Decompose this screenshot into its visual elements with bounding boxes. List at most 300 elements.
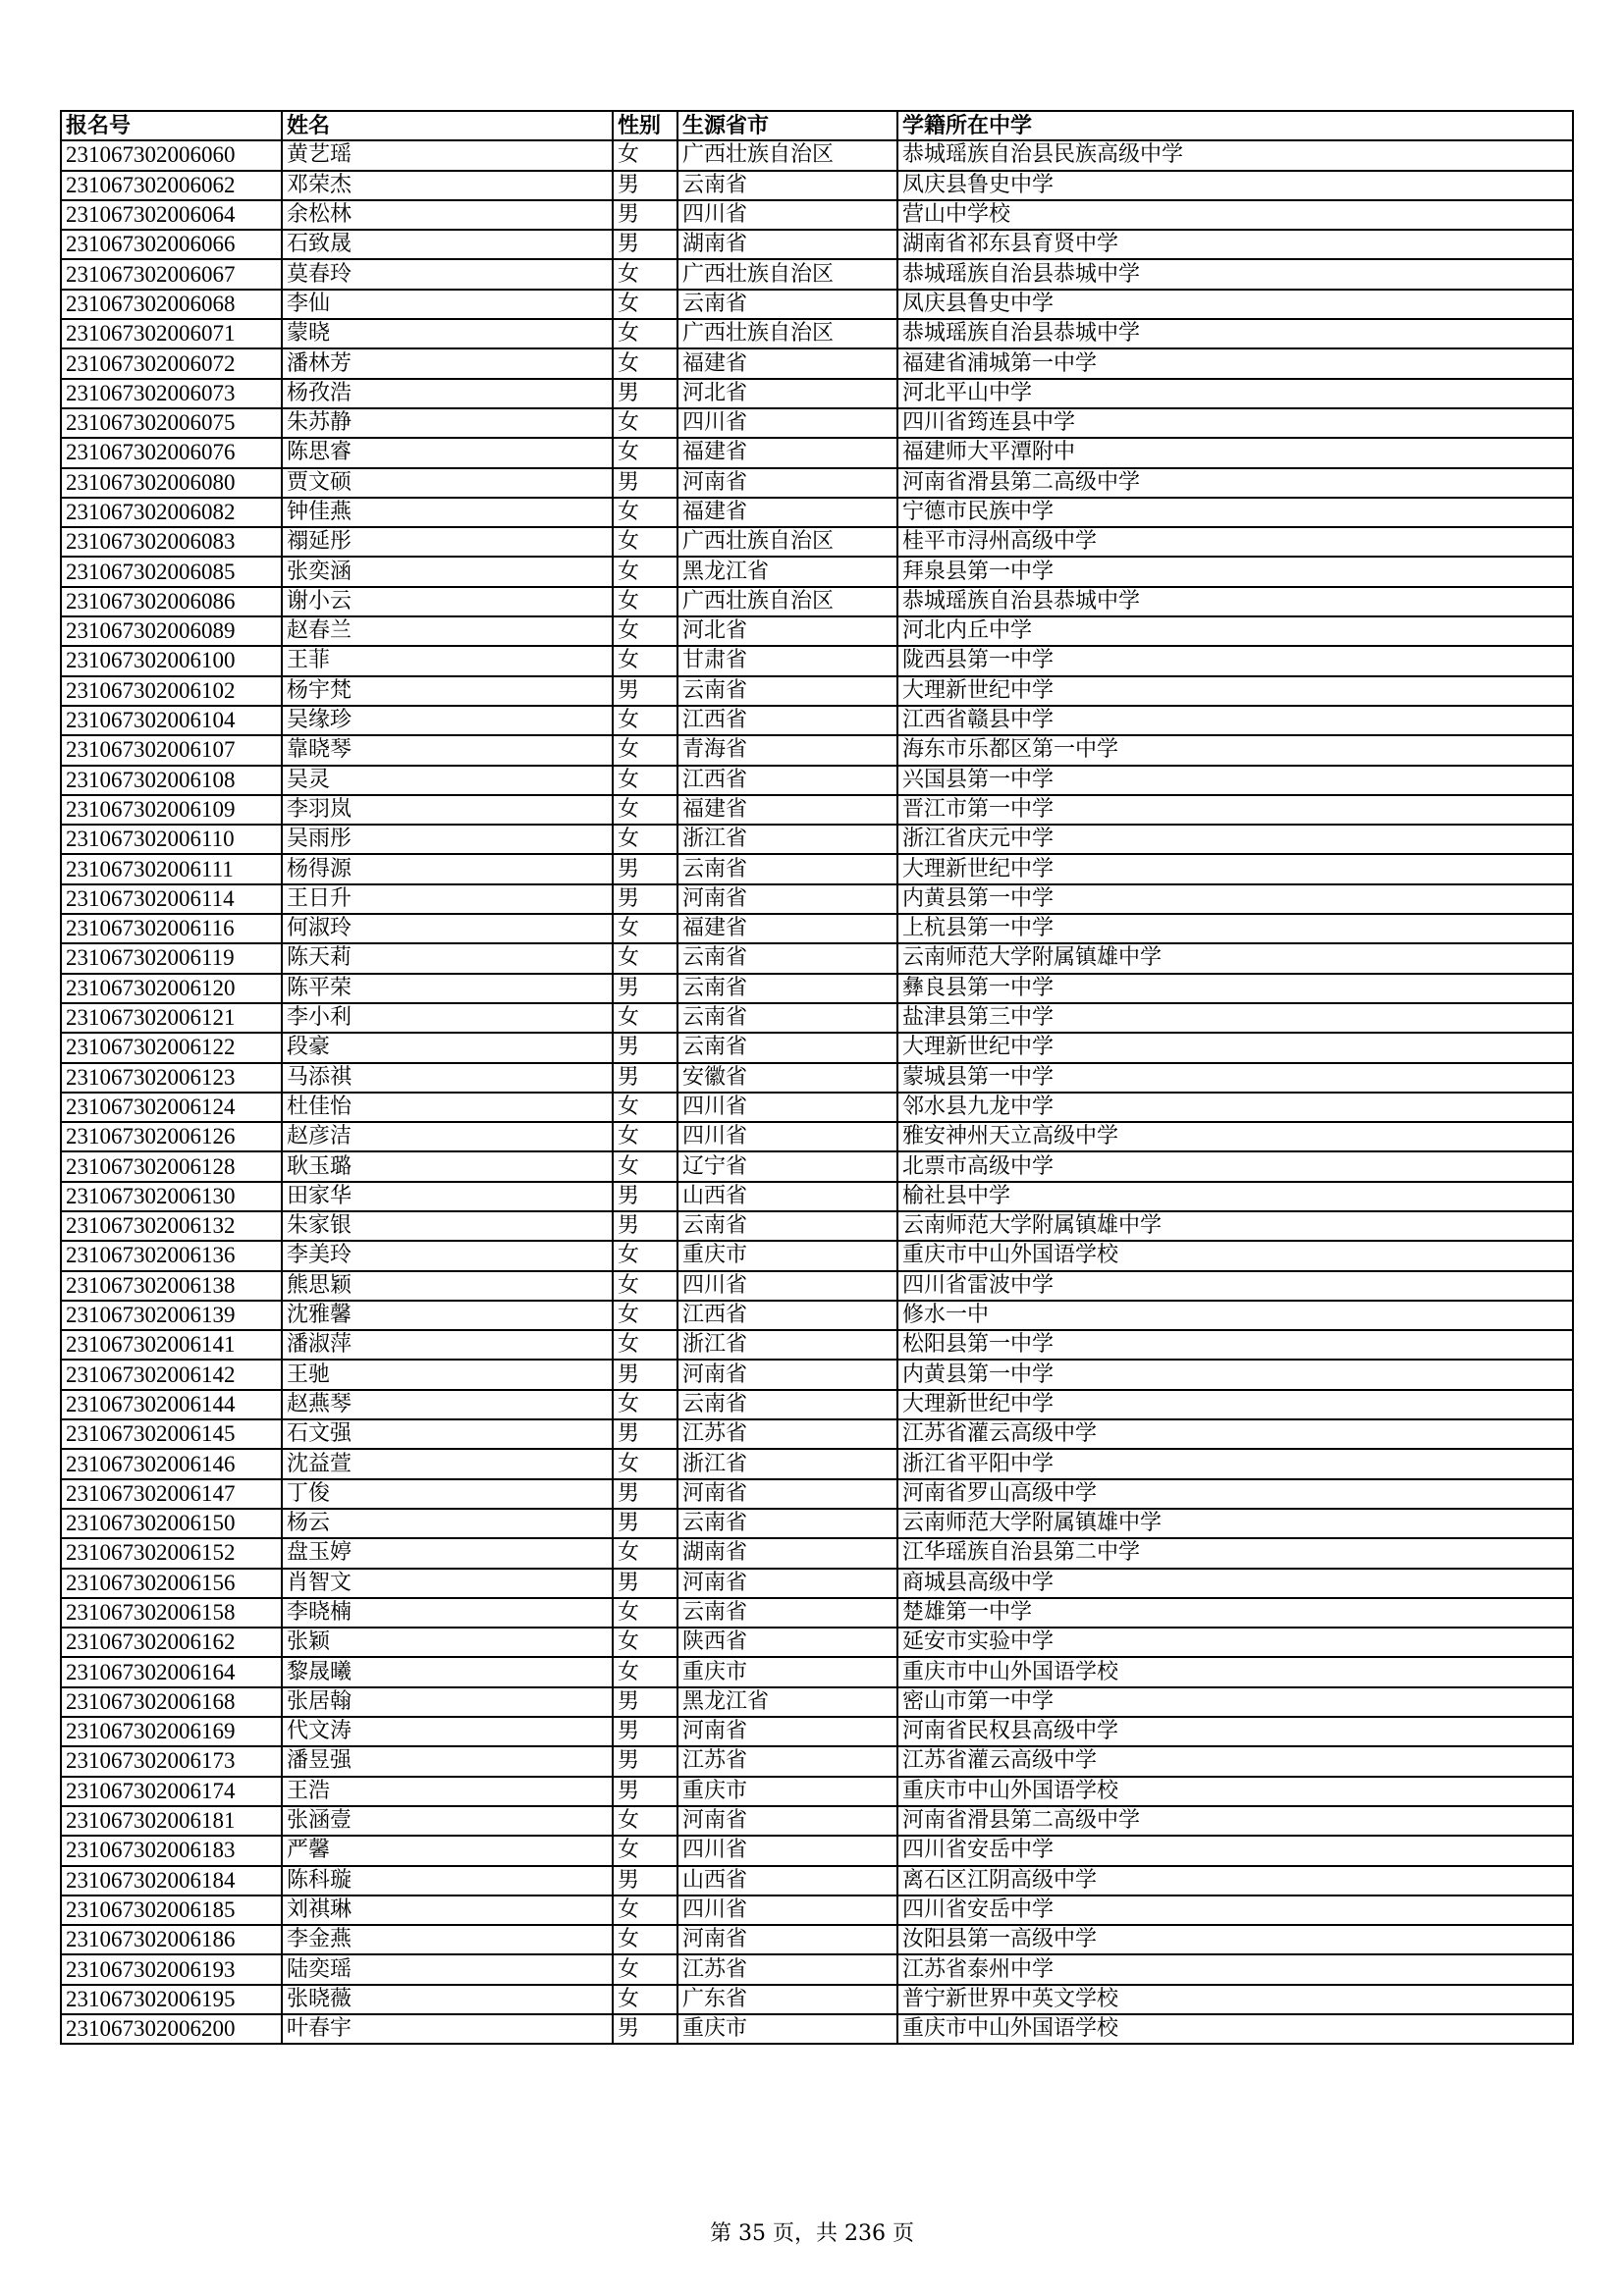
table-row bbox=[61, 1925, 1573, 1954]
cell-gender: 男 bbox=[613, 468, 677, 498]
cell-school: 陇西县第一中学 bbox=[897, 646, 1573, 675]
cell-province: 广西壮族自治区 bbox=[677, 319, 897, 348]
cell-school: 拜泉县第一中学 bbox=[897, 557, 1573, 586]
cell-name: 陈平荣 bbox=[282, 974, 613, 1003]
cell-registration-no: 231067302006168 bbox=[61, 1687, 282, 1717]
cell-school: 盐津县第三中学 bbox=[897, 1003, 1573, 1033]
cell-province: 青海省 bbox=[677, 735, 897, 765]
table-row bbox=[61, 1271, 1573, 1301]
cell-province: 广西壮族自治区 bbox=[677, 527, 897, 557]
cell-gender: 女 bbox=[613, 587, 677, 616]
cell-school: 江华瑶族自治县第二中学 bbox=[897, 1538, 1573, 1568]
cell-school: 江苏省灌云高级中学 bbox=[897, 1419, 1573, 1449]
table-row bbox=[61, 735, 1573, 765]
cell-school: 离石区江阴高级中学 bbox=[897, 1866, 1573, 1896]
cell-gender: 男 bbox=[613, 1746, 677, 1776]
cell-school: 湖南省祁东县育贤中学 bbox=[897, 230, 1573, 259]
cell-province: 云南省 bbox=[677, 676, 897, 706]
table-row bbox=[61, 527, 1573, 557]
cell-gender: 女 bbox=[613, 706, 677, 735]
cell-gender: 女 bbox=[613, 1657, 677, 1686]
cell-name: 黎晟曦 bbox=[282, 1657, 613, 1686]
registration-table bbox=[60, 110, 1574, 2045]
cell-school: 雅安神州天立高级中学 bbox=[897, 1122, 1573, 1151]
cell-registration-no: 231067302006128 bbox=[61, 1151, 282, 1181]
cell-name: 代文涛 bbox=[282, 1717, 613, 1746]
table-row bbox=[61, 676, 1573, 706]
table-row bbox=[61, 825, 1573, 854]
cell-gender: 男 bbox=[613, 1211, 677, 1241]
cell-province: 山西省 bbox=[677, 1182, 897, 1211]
cell-registration-no: 231067302006174 bbox=[61, 1777, 282, 1806]
table-row bbox=[61, 259, 1573, 289]
cell-province: 四川省 bbox=[677, 1896, 897, 1925]
cell-province: 河南省 bbox=[677, 884, 897, 914]
cell-name: 石致晟 bbox=[282, 230, 613, 259]
cell-registration-no: 231067302006064 bbox=[61, 200, 282, 230]
cell-school: 重庆市中山外国语学校 bbox=[897, 1777, 1573, 1806]
cell-registration-no: 231067302006130 bbox=[61, 1182, 282, 1211]
cell-school: 江苏省灌云高级中学 bbox=[897, 1746, 1573, 1776]
cell-registration-no: 231067302006132 bbox=[61, 1211, 282, 1241]
table-row bbox=[61, 140, 1573, 170]
cell-province: 云南省 bbox=[677, 1033, 897, 1062]
table-row bbox=[61, 1151, 1573, 1181]
cell-gender: 女 bbox=[613, 348, 677, 378]
table-row bbox=[61, 1390, 1573, 1419]
cell-name: 钟佳燕 bbox=[282, 498, 613, 527]
cell-school: 福建省浦城第一中学 bbox=[897, 348, 1573, 378]
cell-gender: 女 bbox=[613, 1538, 677, 1568]
cell-school: 大理新世纪中学 bbox=[897, 854, 1573, 883]
cell-province: 河南省 bbox=[677, 1360, 897, 1389]
cell-gender: 男 bbox=[613, 1419, 677, 1449]
cell-school: 修水一中 bbox=[897, 1301, 1573, 1330]
cell-gender: 男 bbox=[613, 1509, 677, 1538]
cell-gender: 女 bbox=[613, 140, 677, 170]
cell-name: 张颖 bbox=[282, 1628, 613, 1657]
cell-gender: 女 bbox=[613, 290, 677, 319]
cell-school: 四川省安岳中学 bbox=[897, 1896, 1573, 1925]
cell-registration-no: 231067302006164 bbox=[61, 1657, 282, 1686]
cell-registration-no: 231067302006156 bbox=[61, 1569, 282, 1598]
table-row bbox=[61, 438, 1573, 467]
cell-registration-no: 231067302006139 bbox=[61, 1301, 282, 1330]
cell-province: 云南省 bbox=[677, 1211, 897, 1241]
cell-province: 江西省 bbox=[677, 766, 897, 795]
table-row bbox=[61, 1806, 1573, 1836]
table-row bbox=[61, 1449, 1573, 1478]
cell-province: 云南省 bbox=[677, 1509, 897, 1538]
cell-name: 李金燕 bbox=[282, 1925, 613, 1954]
cell-gender: 男 bbox=[613, 1033, 677, 1062]
cell-gender: 男 bbox=[613, 230, 677, 259]
cell-name: 李羽岚 bbox=[282, 795, 613, 825]
cell-school: 密山市第一中学 bbox=[897, 1687, 1573, 1717]
cell-province: 云南省 bbox=[677, 290, 897, 319]
table-row bbox=[61, 1657, 1573, 1686]
cell-province: 江西省 bbox=[677, 1301, 897, 1330]
cell-gender: 女 bbox=[613, 616, 677, 646]
table-row bbox=[61, 1479, 1573, 1509]
table-row bbox=[61, 1122, 1573, 1151]
cell-school: 江苏省泰州中学 bbox=[897, 1954, 1573, 1984]
cell-gender: 女 bbox=[613, 646, 677, 675]
cell-name: 何淑玲 bbox=[282, 914, 613, 943]
cell-name: 杜佳怡 bbox=[282, 1093, 613, 1122]
table-row bbox=[61, 1538, 1573, 1568]
cell-registration-no: 231067302006102 bbox=[61, 676, 282, 706]
table-row bbox=[61, 1598, 1573, 1628]
table-row bbox=[61, 230, 1573, 259]
header-name: 姓名 bbox=[282, 111, 613, 140]
cell-gender: 女 bbox=[613, 1628, 677, 1657]
cell-gender: 女 bbox=[613, 259, 677, 289]
table-row bbox=[61, 1777, 1573, 1806]
cell-province: 重庆市 bbox=[677, 1777, 897, 1806]
cell-name: 王日升 bbox=[282, 884, 613, 914]
cell-gender: 男 bbox=[613, 1182, 677, 1211]
table-row bbox=[61, 884, 1573, 914]
cell-registration-no: 231067302006142 bbox=[61, 1360, 282, 1389]
cell-school: 凤庆县鲁史中学 bbox=[897, 171, 1573, 200]
cell-school: 内黄县第一中学 bbox=[897, 884, 1573, 914]
table-row bbox=[61, 1093, 1573, 1122]
cell-name: 黄艺瑶 bbox=[282, 140, 613, 170]
cell-name: 李美玲 bbox=[282, 1241, 613, 1270]
cell-gender: 男 bbox=[613, 1063, 677, 1093]
cell-registration-no: 231067302006184 bbox=[61, 1866, 282, 1896]
cell-school: 恭城瑶族自治县恭城中学 bbox=[897, 259, 1573, 289]
cell-school: 楚雄第一中学 bbox=[897, 1598, 1573, 1628]
table-row bbox=[61, 319, 1573, 348]
cell-name: 赵春兰 bbox=[282, 616, 613, 646]
cell-registration-no: 231067302006060 bbox=[61, 140, 282, 170]
cell-school: 四川省雷波中学 bbox=[897, 1271, 1573, 1301]
cell-registration-no: 231067302006083 bbox=[61, 527, 282, 557]
cell-school: 云南师范大学附属镇雄中学 bbox=[897, 943, 1573, 973]
cell-registration-no: 231067302006072 bbox=[61, 348, 282, 378]
table-row bbox=[61, 616, 1573, 646]
cell-name: 余松林 bbox=[282, 200, 613, 230]
cell-province: 广西壮族自治区 bbox=[677, 140, 897, 170]
table-row bbox=[61, 943, 1573, 973]
cell-registration-no: 231067302006147 bbox=[61, 1479, 282, 1509]
cell-province: 四川省 bbox=[677, 1122, 897, 1151]
cell-name: 张晓薇 bbox=[282, 1985, 613, 2014]
cell-registration-no: 231067302006100 bbox=[61, 646, 282, 675]
cell-gender: 女 bbox=[613, 1271, 677, 1301]
table-row bbox=[61, 1063, 1573, 1093]
cell-registration-no: 231067302006068 bbox=[61, 290, 282, 319]
cell-registration-no: 231067302006086 bbox=[61, 587, 282, 616]
cell-province: 福建省 bbox=[677, 438, 897, 467]
cell-registration-no: 231067302006123 bbox=[61, 1063, 282, 1093]
cell-school: 大理新世纪中学 bbox=[897, 676, 1573, 706]
cell-registration-no: 231067302006126 bbox=[61, 1122, 282, 1151]
cell-school: 河南省滑县第二高级中学 bbox=[897, 468, 1573, 498]
cell-name: 王菲 bbox=[282, 646, 613, 675]
cell-province: 云南省 bbox=[677, 1390, 897, 1419]
cell-name: 杨云 bbox=[282, 1509, 613, 1538]
cell-province: 四川省 bbox=[677, 408, 897, 438]
cell-school: 云南师范大学附属镇雄中学 bbox=[897, 1509, 1573, 1538]
cell-gender: 男 bbox=[613, 974, 677, 1003]
table-row bbox=[61, 1717, 1573, 1746]
cell-gender: 男 bbox=[613, 1866, 677, 1896]
cell-registration-no: 231067302006145 bbox=[61, 1419, 282, 1449]
cell-school: 商城县高级中学 bbox=[897, 1569, 1573, 1598]
table-row bbox=[61, 1182, 1573, 1211]
table-row bbox=[61, 854, 1573, 883]
table-row bbox=[61, 587, 1573, 616]
table-row bbox=[61, 1301, 1573, 1330]
cell-gender: 女 bbox=[613, 319, 677, 348]
cell-province: 四川省 bbox=[677, 1271, 897, 1301]
cell-province: 四川省 bbox=[677, 1836, 897, 1865]
cell-registration-no: 231067302006067 bbox=[61, 259, 282, 289]
cell-name: 王浩 bbox=[282, 1777, 613, 1806]
cell-gender: 男 bbox=[613, 200, 677, 230]
cell-name: 莫春玲 bbox=[282, 259, 613, 289]
cell-registration-no: 231067302006195 bbox=[61, 1985, 282, 2014]
cell-name: 李小利 bbox=[282, 1003, 613, 1033]
cell-name: 靠晓琴 bbox=[282, 735, 613, 765]
cell-name: 刘祺琳 bbox=[282, 1896, 613, 1925]
cell-name: 沈雅馨 bbox=[282, 1301, 613, 1330]
cell-name: 陈思睿 bbox=[282, 438, 613, 467]
cell-registration-no: 231067302006152 bbox=[61, 1538, 282, 1568]
table-row bbox=[61, 1954, 1573, 1984]
page-footer: 第 35 页，共 236 页 bbox=[710, 2221, 914, 2246]
cell-name: 段豪 bbox=[282, 1033, 613, 1062]
cell-gender: 女 bbox=[613, 1896, 677, 1925]
cell-province: 江西省 bbox=[677, 706, 897, 735]
cell-province: 河南省 bbox=[677, 1569, 897, 1598]
header-school: 学籍所在中学 bbox=[897, 111, 1573, 140]
cell-school: 兴国县第一中学 bbox=[897, 766, 1573, 795]
cell-gender: 女 bbox=[613, 1241, 677, 1270]
cell-name: 潘昱强 bbox=[282, 1746, 613, 1776]
cell-school: 浙江省庆元中学 bbox=[897, 825, 1573, 854]
cell-school: 云南师范大学附属镇雄中学 bbox=[897, 1211, 1573, 1241]
table-row bbox=[61, 795, 1573, 825]
cell-gender: 男 bbox=[613, 1777, 677, 1806]
table-row bbox=[61, 706, 1573, 735]
cell-school: 松阳县第一中学 bbox=[897, 1330, 1573, 1360]
cell-school: 重庆市中山外国语学校 bbox=[897, 2014, 1573, 2044]
table-row bbox=[61, 468, 1573, 498]
table-row bbox=[61, 1687, 1573, 1717]
cell-name: 蒙晓 bbox=[282, 319, 613, 348]
cell-school: 上杭县第一中学 bbox=[897, 914, 1573, 943]
cell-name: 陈科璇 bbox=[282, 1866, 613, 1896]
cell-province: 辽宁省 bbox=[677, 1151, 897, 1181]
cell-province: 湖南省 bbox=[677, 230, 897, 259]
cell-gender: 男 bbox=[613, 171, 677, 200]
cell-school: 彝良县第一中学 bbox=[897, 974, 1573, 1003]
cell-gender: 女 bbox=[613, 498, 677, 527]
cell-name: 肖智文 bbox=[282, 1569, 613, 1598]
cell-gender: 男 bbox=[613, 1687, 677, 1717]
cell-gender: 女 bbox=[613, 1122, 677, 1151]
cell-registration-no: 231067302006138 bbox=[61, 1271, 282, 1301]
cell-registration-no: 231067302006200 bbox=[61, 2014, 282, 2044]
cell-gender: 女 bbox=[613, 527, 677, 557]
cell-gender: 女 bbox=[613, 1301, 677, 1330]
cell-province: 福建省 bbox=[677, 914, 897, 943]
cell-registration-no: 231067302006073 bbox=[61, 379, 282, 408]
cell-registration-no: 231067302006122 bbox=[61, 1033, 282, 1062]
cell-school: 重庆市中山外国语学校 bbox=[897, 1241, 1573, 1270]
cell-registration-no: 231067302006183 bbox=[61, 1836, 282, 1865]
cell-name: 王驰 bbox=[282, 1360, 613, 1389]
cell-school: 榆社县中学 bbox=[897, 1182, 1573, 1211]
cell-school: 河北平山中学 bbox=[897, 379, 1573, 408]
table-row bbox=[61, 200, 1573, 230]
cell-name: 耿玉璐 bbox=[282, 1151, 613, 1181]
cell-registration-no: 231067302006185 bbox=[61, 1896, 282, 1925]
cell-province: 广西壮族自治区 bbox=[677, 259, 897, 289]
table-row bbox=[61, 348, 1573, 378]
table-row bbox=[61, 766, 1573, 795]
cell-school: 河北内丘中学 bbox=[897, 616, 1573, 646]
cell-school: 汝阳县第一高级中学 bbox=[897, 1925, 1573, 1954]
table-row bbox=[61, 1746, 1573, 1776]
cell-gender: 男 bbox=[613, 379, 677, 408]
cell-province: 云南省 bbox=[677, 974, 897, 1003]
cell-name: 丁俊 bbox=[282, 1479, 613, 1509]
cell-gender: 女 bbox=[613, 825, 677, 854]
cell-name: 潘林芳 bbox=[282, 348, 613, 378]
cell-name: 盘玉婷 bbox=[282, 1538, 613, 1568]
cell-gender: 女 bbox=[613, 795, 677, 825]
cell-province: 云南省 bbox=[677, 943, 897, 973]
cell-school: 重庆市中山外国语学校 bbox=[897, 1657, 1573, 1686]
cell-province: 四川省 bbox=[677, 1093, 897, 1122]
cell-registration-no: 231067302006173 bbox=[61, 1746, 282, 1776]
cell-gender: 男 bbox=[613, 1360, 677, 1389]
cell-registration-no: 231067302006089 bbox=[61, 616, 282, 646]
table-row bbox=[61, 379, 1573, 408]
cell-gender: 女 bbox=[613, 1836, 677, 1865]
table-row bbox=[61, 1211, 1573, 1241]
cell-province: 河南省 bbox=[677, 1806, 897, 1836]
cell-province: 浙江省 bbox=[677, 825, 897, 854]
cell-registration-no: 231067302006082 bbox=[61, 498, 282, 527]
table-row bbox=[61, 1985, 1573, 2014]
cell-name: 张奕涵 bbox=[282, 557, 613, 586]
cell-gender: 女 bbox=[613, 1954, 677, 1984]
cell-school: 大理新世纪中学 bbox=[897, 1033, 1573, 1062]
cell-name: 吴灵 bbox=[282, 766, 613, 795]
cell-school: 晋江市第一中学 bbox=[897, 795, 1573, 825]
cell-name: 严馨 bbox=[282, 1836, 613, 1865]
cell-school: 恭城瑶族自治县民族高级中学 bbox=[897, 140, 1573, 170]
cell-province: 云南省 bbox=[677, 1598, 897, 1628]
cell-school: 大理新世纪中学 bbox=[897, 1390, 1573, 1419]
cell-province: 江苏省 bbox=[677, 1954, 897, 1984]
cell-gender: 女 bbox=[613, 1151, 677, 1181]
cell-province: 湖南省 bbox=[677, 1538, 897, 1568]
cell-registration-no: 231067302006075 bbox=[61, 408, 282, 438]
cell-name: 贾文硕 bbox=[282, 468, 613, 498]
cell-province: 河北省 bbox=[677, 616, 897, 646]
cell-name: 赵燕琴 bbox=[282, 1390, 613, 1419]
cell-name: 陆奕瑶 bbox=[282, 1954, 613, 1984]
table-row bbox=[61, 408, 1573, 438]
cell-school: 凤庆县鲁史中学 bbox=[897, 290, 1573, 319]
table-row bbox=[61, 646, 1573, 675]
table-row bbox=[61, 1509, 1573, 1538]
cell-registration-no: 231067302006162 bbox=[61, 1628, 282, 1657]
cell-gender: 女 bbox=[613, 914, 677, 943]
cell-school: 江西省赣县中学 bbox=[897, 706, 1573, 735]
cell-province: 河南省 bbox=[677, 1717, 897, 1746]
cell-province: 云南省 bbox=[677, 171, 897, 200]
cell-registration-no: 231067302006141 bbox=[61, 1330, 282, 1360]
table-body bbox=[61, 140, 1573, 2044]
cell-registration-no: 231067302006076 bbox=[61, 438, 282, 467]
header-province: 生源省市 bbox=[677, 111, 897, 140]
cell-school: 恭城瑶族自治县恭城中学 bbox=[897, 319, 1573, 348]
cell-registration-no: 231067302006111 bbox=[61, 854, 282, 883]
cell-name: 张居翰 bbox=[282, 1687, 613, 1717]
cell-name: 李晓楠 bbox=[282, 1598, 613, 1628]
cell-gender: 女 bbox=[613, 1390, 677, 1419]
cell-school: 四川省筠连县中学 bbox=[897, 408, 1573, 438]
cell-province: 山西省 bbox=[677, 1866, 897, 1896]
cell-province: 云南省 bbox=[677, 1003, 897, 1033]
cell-registration-no: 231067302006193 bbox=[61, 1954, 282, 1984]
table-row bbox=[61, 1419, 1573, 1449]
table-row bbox=[61, 1033, 1573, 1062]
cell-gender: 男 bbox=[613, 676, 677, 706]
cell-registration-no: 231067302006062 bbox=[61, 171, 282, 200]
cell-registration-no: 231067302006136 bbox=[61, 1241, 282, 1270]
cell-province: 广西壮族自治区 bbox=[677, 587, 897, 616]
cell-province: 重庆市 bbox=[677, 1241, 897, 1270]
cell-province: 重庆市 bbox=[677, 2014, 897, 2044]
cell-name: 陈天莉 bbox=[282, 943, 613, 973]
cell-school: 宁德市民族中学 bbox=[897, 498, 1573, 527]
cell-school: 河南省民权县高级中学 bbox=[897, 1717, 1573, 1746]
cell-registration-no: 231067302006186 bbox=[61, 1925, 282, 1954]
cell-registration-no: 231067302006120 bbox=[61, 974, 282, 1003]
cell-gender: 女 bbox=[613, 1003, 677, 1033]
cell-gender: 女 bbox=[613, 943, 677, 973]
cell-gender: 男 bbox=[613, 2014, 677, 2044]
cell-gender: 女 bbox=[613, 1806, 677, 1836]
cell-registration-no: 231067302006109 bbox=[61, 795, 282, 825]
cell-gender: 女 bbox=[613, 557, 677, 586]
cell-name: 张涵壹 bbox=[282, 1806, 613, 1836]
cell-registration-no: 231067302006169 bbox=[61, 1717, 282, 1746]
cell-province: 四川省 bbox=[677, 200, 897, 230]
cell-gender: 男 bbox=[613, 854, 677, 883]
cell-registration-no: 231067302006080 bbox=[61, 468, 282, 498]
cell-registration-no: 231067302006107 bbox=[61, 735, 282, 765]
cell-school: 营山中学校 bbox=[897, 200, 1573, 230]
cell-registration-no: 231067302006104 bbox=[61, 706, 282, 735]
cell-province: 陕西省 bbox=[677, 1628, 897, 1657]
cell-school: 恭城瑶族自治县恭城中学 bbox=[897, 587, 1573, 616]
table-row bbox=[61, 914, 1573, 943]
cell-name: 潘淑萍 bbox=[282, 1330, 613, 1360]
table-row bbox=[61, 290, 1573, 319]
header-gender: 性别 bbox=[613, 111, 677, 140]
cell-school: 桂平市浔州高级中学 bbox=[897, 527, 1573, 557]
